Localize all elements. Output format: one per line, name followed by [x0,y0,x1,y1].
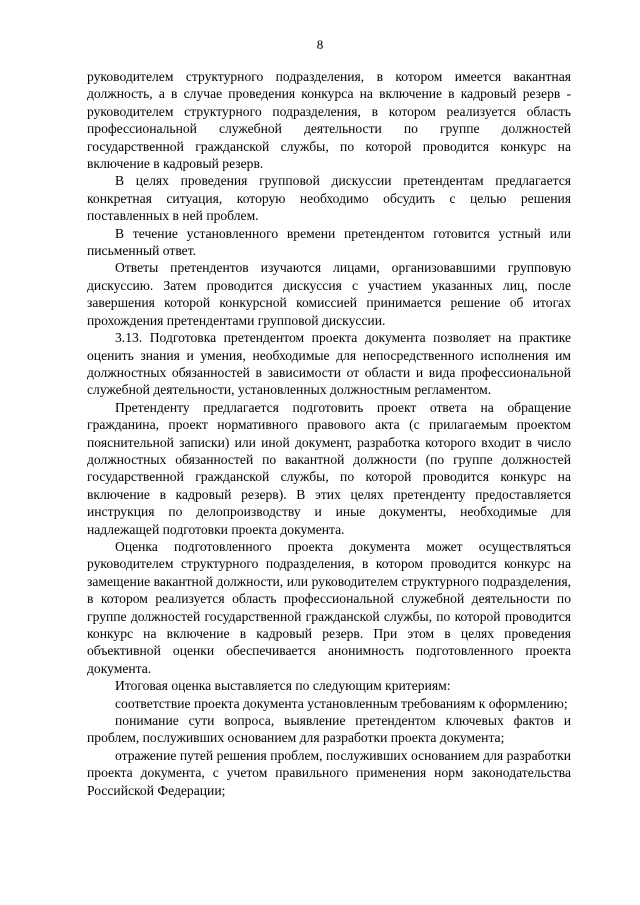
paragraph-criterion-understanding: понимание сути вопроса, выявление претендентом ключевых фактов и проблем, послуживших основанием для разработки проекта документа; [87,713,571,746]
paragraph-document-task: Претенденту предлагается подготовить проект ответа на обращение гражданина, проект нормативного правового акта (с прилагаемым проектом пояснительной записки) или иной документ, разработка которого входит в число должностных обязанностей по вакантной должности (по группе должностей государственной гражданской службы, по которой проводится конкурс на включение в кадровый резерв). В этих целях претенденту предоставляется инструкция по делопроизводству и иные документы, необходимые для надлежащей подготовки проекта документа. [87,399,571,537]
paragraph-criterion-formatting: соответствие проекта документа установленным требованиям к оформлению; [115,695,568,711]
paragraph-criteria-intro: Итоговая оценка выставляется по следующим критериям: [115,678,451,694]
paragraph-answers-study: Ответы претендентов изучаются лицами, организовавшими групповую дискуссию. Затем проводится дискуссия с участием указанных лиц, после завершения которой конкурсной комиссией принимается решение об итогах прохождения претендентами групповой дискуссии. [87,260,571,328]
paragraph-group-discussion-situation: В целях проведения групповой дискуссии претендентам предлагается конкретная ситуация, которую необходимо обсудить с целью решения поставленных в ней проблем. [87,173,571,224]
paragraph-criterion-solutions: отражение путей решения проблем, послуживших основанием для разработки проекта документа, с учетом правильного применения норм законодательства Российской Федерации; [87,747,571,798]
paragraph-answer-preparation: В течение установленного времени претендентом готовится устный или письменный ответ. [87,225,571,259]
page-number: 8 [316,37,324,52]
paragraph-section-3-13: 3.13. Подготовка претендентом проекта документа позволяет на практике оценить знания и умения, необходимые для непосредственного исполнения им должностных обязанностей в зависимости от области и вида профессиональной служебной деятельности, установленных должностным регламентом. [87,330,571,398]
body-text [87,68,571,799]
paragraph-continuation: руководителем структурного подразделения, в котором имеется вакантная должность, а в случае проведения конкурса на включение в кадровый резерв - руководителем структурного подразделения, в котором реализуется область профессиональной служебной деятельности по группе должностей государственной гражданской службы, по которой проводится конкурс на включение в кадровый резерв. [87,69,571,172]
paragraph-document-evaluation: Оценка подготовленного проекта документа может осуществляться руководителем структурного подразделения, в котором проводится конкурс на замещение вакантной должности, или руководителем структурного подразделения, в котором реализуется область профессиональной служебной деятельности по группе должностей государственной гражданской службы, по которой проводится конкурс на включение в кадровый резерв. При этом в целях проведения объективной оценки обеспечивается анонимность подготовленного проекта документа. [87,538,571,676]
